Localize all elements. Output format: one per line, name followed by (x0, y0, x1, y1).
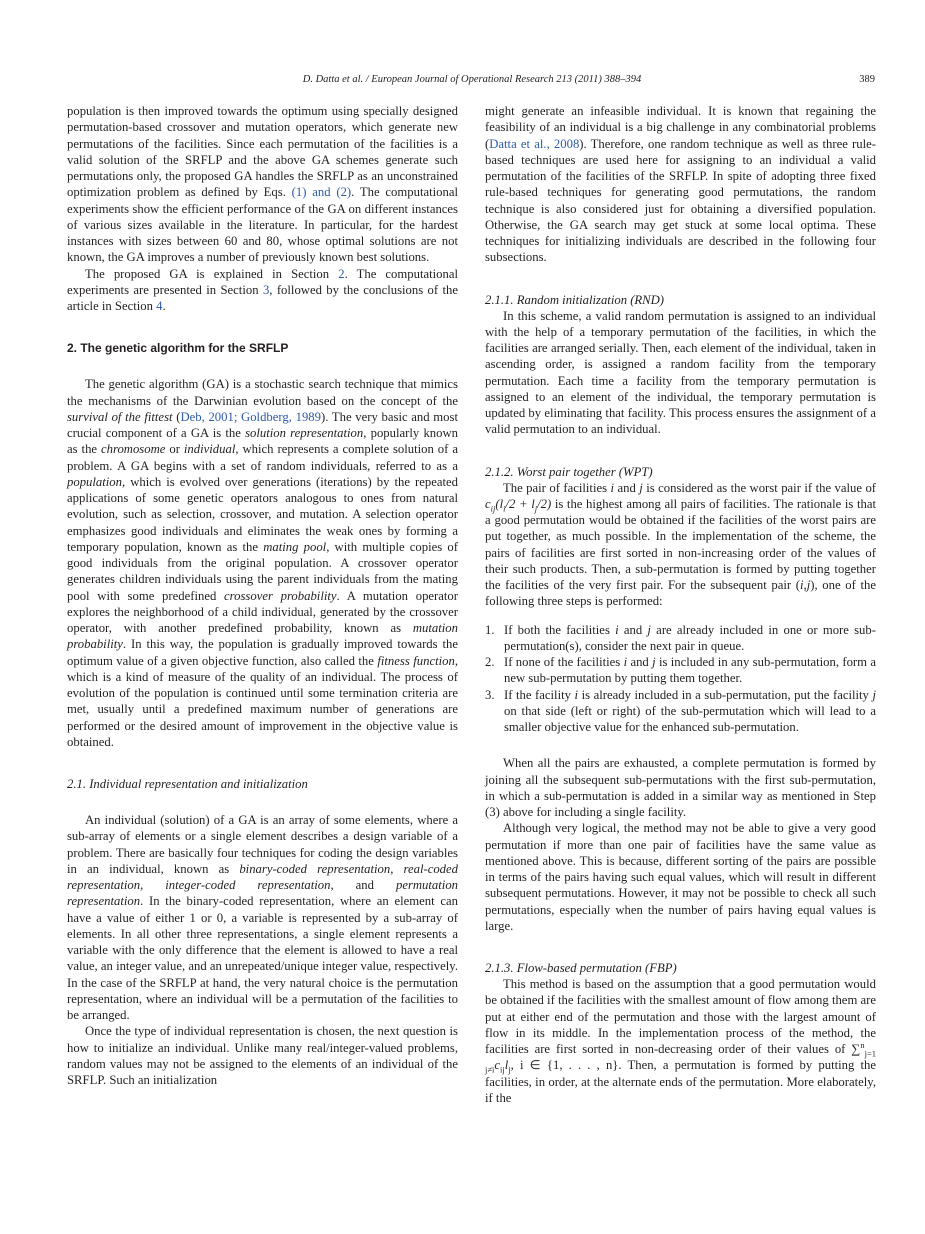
paragraph: The genetic algorithm (GA) is a stochastic search technique that mimics the mechanisms of the Darwinian evolution based on the concept of the survival of the fittest (Deb, 2001; Goldberg, 1989). The very basic and most crucial component of a GA is the solution representation, popularly known as the chromosome or individual, which represents a complete solution of a problem. A GA begins with a set of random individuals, referred to as a population, which is evolved over generations (iterations) by the repeated applications of some genetic operators analogous to ones from natural evolution, such as selection, crossover, and mutation. A selection operator emphasizes good individuals and eliminates the weak ones by forming a temporary population, known as the mating pool, with multiple copies of good individuals from the original population. A crossover operator generates children individuals using the parent individuals from the mating pool with some predefined crossover probability. A mutation operator explores the neighborhood of a child individual, generated by the crossover operator, with another predefined probability, known as mutation probability. In this way, the population is gradually improved towards the optimum value of a given objective function, also called the fitness function, which is a kind of measure of the quality of an individual. The process of evolution of the population is continued until some termination criteria are met, usually until a predefined maximum number of generations are performed or the desired amount of improvement in the objective value is obtained. (67, 377, 459, 749)
paragraph: Although very logical, the method may not be able to give a very good permutation if more than one pair of facilities have the same value as mentioned above. This is because, different sorting of the pairs are possible in terms of the pairs having such equal values, which will result in different subsequent permutations. However, it may not be possible to check all such permutations, especially when the number of pairs having equal values is large. (485, 821, 876, 933)
paragraph: When all the pairs are exhausted, a complete permutation is formed by joining all the subsequent sub-permutations with the first sub-permutation, in which a sub-permutation is added in a similar way as mentioned in Step (3) above for including a single facility. (485, 756, 876, 819)
paragraph: This method is based on the assumption that a good permutation would be obtained if the facilities with the smallest amount of flow among them are put at either end of the permutation and those with the largest amount of flow in its middle. In the implementation process of the method, the facilities are first sorted in non-decreasing order of their values of $\sum^n_{j=1 j\ne i}c_{ij}l_j$, i ∈ {1, . . . , n}. Then, a permutation is formed by putting the facilities, in order, at the alternate ends of the permutation. More elaborately, if the (485, 977, 876, 1105)
paragraph: Once the type of individual representation is chosen, the next question is how to initialize an individual. Unlike many real/integer-valued problems, random values may not be assigned to the elements of an individual of the SRFLP. Such an initialization (67, 1024, 458, 1087)
section-link[interactable]: 2 (338, 266, 345, 281)
paragraph: The proposed GA is explained in Section 2. The computational experiments are presented in Section 3, followed by the conclusions of the article in Section 4. (67, 266, 458, 313)
subsection-heading: 2.1.2. Worst pair together (WPT) (485, 464, 653, 479)
section-link[interactable]: 3 (262, 282, 270, 297)
section-heading: 2. The genetic algorithm for the SRFLP (67, 341, 289, 356)
left-column (67, 103, 458, 1088)
subsection-heading: 2.1. Individual representation and initialization (67, 777, 308, 791)
running-title: D. Datta et al. / European Journal of Operational Research 213 (2011) 388–394 (302, 74, 642, 85)
paragraph: might generate an infeasible individual. It is known that regaining the feasibility of an individual is a big challenge in any combinatorial problems (Datta et al., 2008). Therefore, one random technique as well as three rule-based techniques are used here for assigning to an individual a valid permutation of the facilities of the SRFLP. In spite of adopting three fixed rule-based techniques for generating good permutations, the random technique is also considered just for obtaining a diversified population. Otherwise, the GA search may get stuck at some local optima. These techniques for initializing individuals are described in the following four subsections. (485, 104, 876, 265)
paragraph: population is then improved towards the optimum using specially designed permutation-based crossover and mutation operators, which generate new permutations of the facilities. Since each permutation of the facilities is a valid solution of the SRFLP and the above GA schemes generate such permutations only, the proposed GA handles the SRFLP as an unconstrained optimization problem as defined by Eqs. (1) and (2). The computational experiments show the efficient performance of the GA on different instances of various sizes available in the literature. In particular, for the hardest instances with sizes between 60 and 80, whose optimal solutions are not known, the GA improves a number of previously known best solutions. (67, 104, 459, 265)
paragraph: In this scheme, a valid random permutation is assigned to an individual with the help of a temporary permutation of the facilities, in which the facilities are arranged serially. Then, each element of the individual, taken in ascending order, is assigned a random facility from the temporary permutation. Each time a facility from the temporary permutation is assigned to an element of the individual, the temporary permutation is updated by eliminating that facility. This process ensures the assignment of a valid permutation to an individual. (485, 308, 876, 437)
list-item: 2. If none of the facilities i and j is included in any sub-permutation, form a new sub-permutation by putting them together. (485, 655, 876, 686)
paragraph: An individual (solution) of a GA is an array of some elements, where a sub-array of elements or a single element describes a design variable of a problem. There are basically four techniques for coding the design variables in an individual, known as binary-coded representation, real-coded representation, integer-coded representation, and permutation representation. In the binary-coded representation, where an element can have a value of either 1 or 0, a variable is represented by a sub-array of elements. In all other three representations, a single element represents a variable with the only difference that the element is allowed to have a real value, an integer value, and an unrepeated/unique integer value, respectively. In the case of the SRFLP at hand, the very natural choice is the permutation representation, where an individual will be a permutation of the facilities to be arranged. (67, 813, 459, 1022)
math-expression: $\sum^n_{j=1 j\ne i}c_{ij}l_j$, i ∈ {1, . . . , n} (485, 1039, 876, 1075)
citation-link[interactable]: Datta et al., 2008 (489, 136, 580, 151)
math-expression: $c_{ij}(l_i/2 + l_j/2)$ (485, 496, 552, 514)
subsection-heading: 2.1.3. Flow-based permutation (FBP) (485, 961, 677, 975)
list-item: 1. If both the facilities i and j are already included in one or more sub-permutation(s), consider the next pair in queue. (485, 622, 876, 653)
paragraph: The pair of facilities i and j is considered as the worst pair if the value of $c_{ij}(l_i/2 + l_j/2)$ is the highest among all pairs of facilities. The rationale is that a good permutation would be obtained if the facilities of the worst pairs are put together, as much possible. In the implementation of the scheme, the pairs of facilities are first sorted in non-increasing order of the values of their such products. Then, a sub-permutation is formed by putting together the facilities of the very first pair. For the subsequent pair (i,j), one of the following three steps is performed: (485, 480, 877, 609)
right-column (485, 103, 876, 1106)
steps-list (485, 622, 876, 736)
citation-link[interactable]: Deb, 2001; Goldberg, 1989 (180, 409, 321, 424)
subsection-heading: 2.1.1. Random initialization (RND) (485, 292, 665, 307)
page-number: 389 (859, 74, 875, 85)
equation-link[interactable]: (1) and (2) (291, 185, 352, 200)
section-link[interactable]: 4 (156, 299, 163, 313)
list-item: 3. If the facility i is already included in a sub-permutation, put the facility j on that side (left or right) of the sub-permutation which will lead to a smaller objective value for the enhanced sub-permutation. (485, 687, 876, 734)
